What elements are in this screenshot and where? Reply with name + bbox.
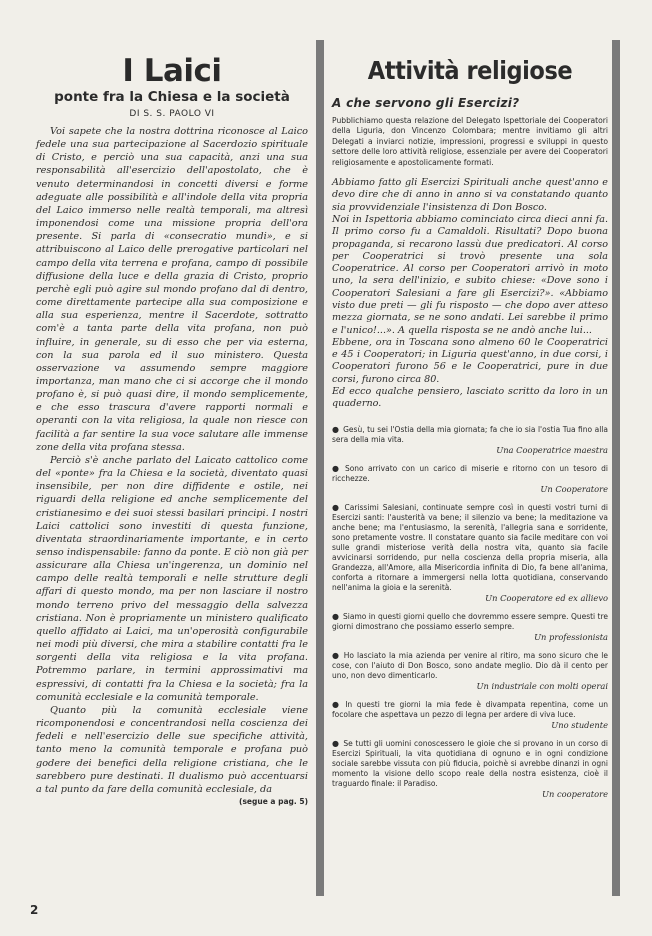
testimony-item (332, 739, 608, 799)
testimony-signature: Un Cooperatore ed ex allievo (485, 592, 608, 603)
section-heading: A che servono gli Esercizi? (332, 96, 520, 110)
testimony-text: Carissimi Salesiani, continuate sempre così in questi vostri turni di Esercizi santi: l'austerità va bene; il silenzio va bene; la meditazione va anche bene; ma l'entusiasmo, la serenità, l'allegria sana e sorridente, sono pretamente vostre. Il constatare quanto sia facile meditare con voi sulle grandi misteriose verità della nostra vita, quanto sia facile avvicinarsi sorridendo, pur nella coscienza della propria miseria, alla Grandezza, all'Amore, alla Misericordia infinita di Dio, fa bene all'anima, conforta a ritornare a immergersi nella lotta quotidiana, conservando nell'anima la gioia e la serenità. (332, 502, 608, 592)
left-article (36, 40, 308, 884)
testimony-item (332, 464, 608, 494)
testimony-signature: Un industriale con molti operai (476, 680, 608, 691)
bullet-icon: ● (332, 650, 340, 660)
bullet-icon: ● (332, 424, 340, 434)
report-paragraph: Ed ecco qualche pensiero, lasciato scritto da loro in un quaderno. (332, 386, 608, 410)
testimony-text: Ho lasciato la mia azienda per venire al ritiro, ma sono sicuro che le cose, con l'aiuto di Don Bosco, sono andate meglio. Dio dà il cento per uno, non devo dimenticarlo. (332, 650, 608, 680)
testimony-signature: Un Cooperatore (540, 483, 608, 494)
testimony-signature: Uno studente (551, 719, 608, 730)
right-edge-bar (612, 40, 620, 896)
right-article (332, 40, 608, 884)
report-paragraph: Ebbene, ora in Toscana sono almeno 60 le Cooperatrici e 45 i Cooperatori; in Liguria quest'anno, in due corsi, i Cooperatori furono 56 e le Cooperatrici, pure in due corsi, furono circa 80. (332, 336, 608, 385)
testimony-text: Gesù, tu sei l'Ostia della mia giornata; fa che io sia l'ostia Tua fino alla sera della mia vita. (332, 424, 608, 444)
page-number: 2 (30, 903, 39, 917)
testimony-text: Sono arrivato con un carico di miserie e ritorno con un tesoro di ricchezze. (332, 463, 608, 483)
article-title: I Laici (122, 53, 222, 89)
section-title: Attività religiose (367, 56, 573, 85)
column-divider-bar (316, 40, 324, 896)
article-body (36, 125, 308, 796)
report-paragraph: Noi in Ispettoria abbiamo cominciato circa dieci anni fa. Il primo corso fu a Camaldoli. Risultati? Dopo buona propaganda, si recarono lassù due predicatori. Al corso per Cooperatrici si trovò presente una sola Cooperatrice. Al corso per Cooperatori arrivò in moto uno, la sera dell'inizio, e subito chiese: «Dove sono i Cooperatori Salesiani a fare gli Esercizi?». «Abbiamo visto due preti — gli fu risposto — che dopo aver atteso mezza giornata, se ne sono andati. Lei sarebbe il primo e l'unico!...». A quella risposta se ne andò anche lui... (332, 213, 608, 336)
testimony-item (332, 425, 608, 455)
article-byline: DI S. S. PAOLO VI (129, 109, 215, 119)
testimony-item (332, 651, 608, 691)
article-paragraph: Voi sapete che la nostra dottrina riconosce al Laico fedele una sua partecipazione al Sacerdozio spirituale di Cristo, e perciò una sua capacità, anzi una sua responsabilità all'esercizio dell'apostolato, che è venuto determinandosi in concetti diversi e forme adeguate alle possibilità e all'indole della vita propria del Laico immerso nelle realtà temporali, ma altresì imponendosi come una missione propria dell'ora presente. Si parla di «consecratio mundi», e si attribuiscono al Laico delle prerogative particolari nel campo della vita terrena e profana, campo di possibile diffusione della luce e della grazia di Cristo, proprio perchè egli può agire sul mondo profano dal di dentro, come direttamente partecipe alla sua composizione e alla sua esperienza, mentre il Sacerdote, sottratto com'è a tanta parte della vita profana, non può influire, in generale, su di esso che per via esterna, con la sua parola ed il suo ministero. Questa osservazione va assumendo sempre maggiore importanza, man mano che ci si accorge che il mondo profano è, si può quasi dire, il mondo semplicemente, e che esso trascura d'avere rapporti normali e operanti con la vita religiosa, la quale non riesce con facilità a far sentire la sua voce salutare alle immense zone della vita profana stessa. (36, 126, 308, 453)
article-subtitle: ponte fra la Chiesa e la società (54, 89, 290, 105)
bullet-icon: ● (332, 699, 342, 709)
bullet-icon: ● (332, 463, 341, 473)
testimony-text: Se tutti gli uomini conoscessero le gioie che si provano in un corso di Esercizi Spirituali, la vita quotidiana di ognuno e in ogni condizione sociale sarebbe vissuta con più fiducia, poichè si avrebbe dinanzi in ogni momento la visione dello scopo reale della nostra esistenza, cioè il traguardo finale: il Paradiso. (332, 738, 608, 788)
testimony-item (332, 700, 608, 730)
bullet-icon: ● (332, 738, 340, 748)
testimonies-list (332, 425, 608, 799)
article-paragraph: Quanto più la comunità ecclesiale viene ricomponendosi e concentrandosi nella coscienza dei fedeli e nell'esercizio delle sue specifiche attività, tanto meno la comunità temporale e profana può godere dei benefici della religione cristiana, che le sarebbero pure destinati. Il dualismo può accentuarsi a tal punto da fare della comunità ecclesiale, da (36, 704, 308, 795)
testimony-signature: Un professionista (534, 631, 608, 642)
testimony-text: Siamo in questi giorni quello che dovremmo essere sempre. Questi tre giorni dimostrano che possiamo esserlo sempre. (332, 611, 609, 631)
testimony-item (332, 612, 608, 642)
report-paragraph: Abbiamo fatto gli Esercizi Spirituali anche quest'anno e devo dire che di anno in anno si va constatando quanto sia provvidenziale l'insistenza di Don Bosco. (332, 177, 608, 213)
article-paragraph: Perciò s'è anche parlato del Laicato cattolico come del «ponte» fra la Chiesa e la società, diventato quasi insensibile, per non dire diffidente e ostile, nei riguardi della religione ed anche semplicemente del cristianesimo e dei suoi stessi basilari principi. I nostri Laici cattolici sono investiti di questa funzione, diventata straordinariamente importante, e in certo senso indispensabile: fanno da ponte. E ciò non già per assicurare alla Chiesa un'ingerenza, un dominio nel campo delle realtà temporali e nelle strutture degli affari di questo mondo, ma per non lasciare il nostro mondo terreno privo del messaggio della salvezza cristiana. Non è propriamente un ministero qualificato quello affidato ai Laici, ma un'operosità configurabile nei modi più diversi, che mira a stabilire contatti fra le sorgenti della vita religiosa e la vita profana. Potremmo parlare, in termini approssimativi ma espressivi, di contatti fra la Chiesa e la società; fra la comunità ecclesiale e la comunità temporale. (36, 454, 308, 703)
testimony-text: In questi tre giorni la mia fede è divampata repentina, come un focolare che aspettava un pezzo di legna per ardere di viva luce. (332, 699, 609, 719)
testimony-signature: Un cooperatore (542, 788, 608, 799)
bullet-icon: ● (332, 611, 339, 621)
testimony-signature: Una Cooperatrice maestra (496, 444, 608, 455)
testimony-item (332, 503, 608, 603)
intro-paragraph: Pubblichiamo questa relazione del Delegato Ispettoriale dei Cooperatori della Liguria, don Vincenzo Colombara; mentre invitiamo gli altri Delegati a inviarci notizie, impressioni, progressi e sviluppi in questo settore delle loro attività religiose, essenziale per avere dei Cooperatori religiosamente e apostolicamente formati. (332, 116, 608, 167)
bullet-icon: ● (332, 502, 341, 512)
report-body (332, 177, 608, 411)
continuation-note: (segue a pag. 5) (239, 796, 308, 806)
